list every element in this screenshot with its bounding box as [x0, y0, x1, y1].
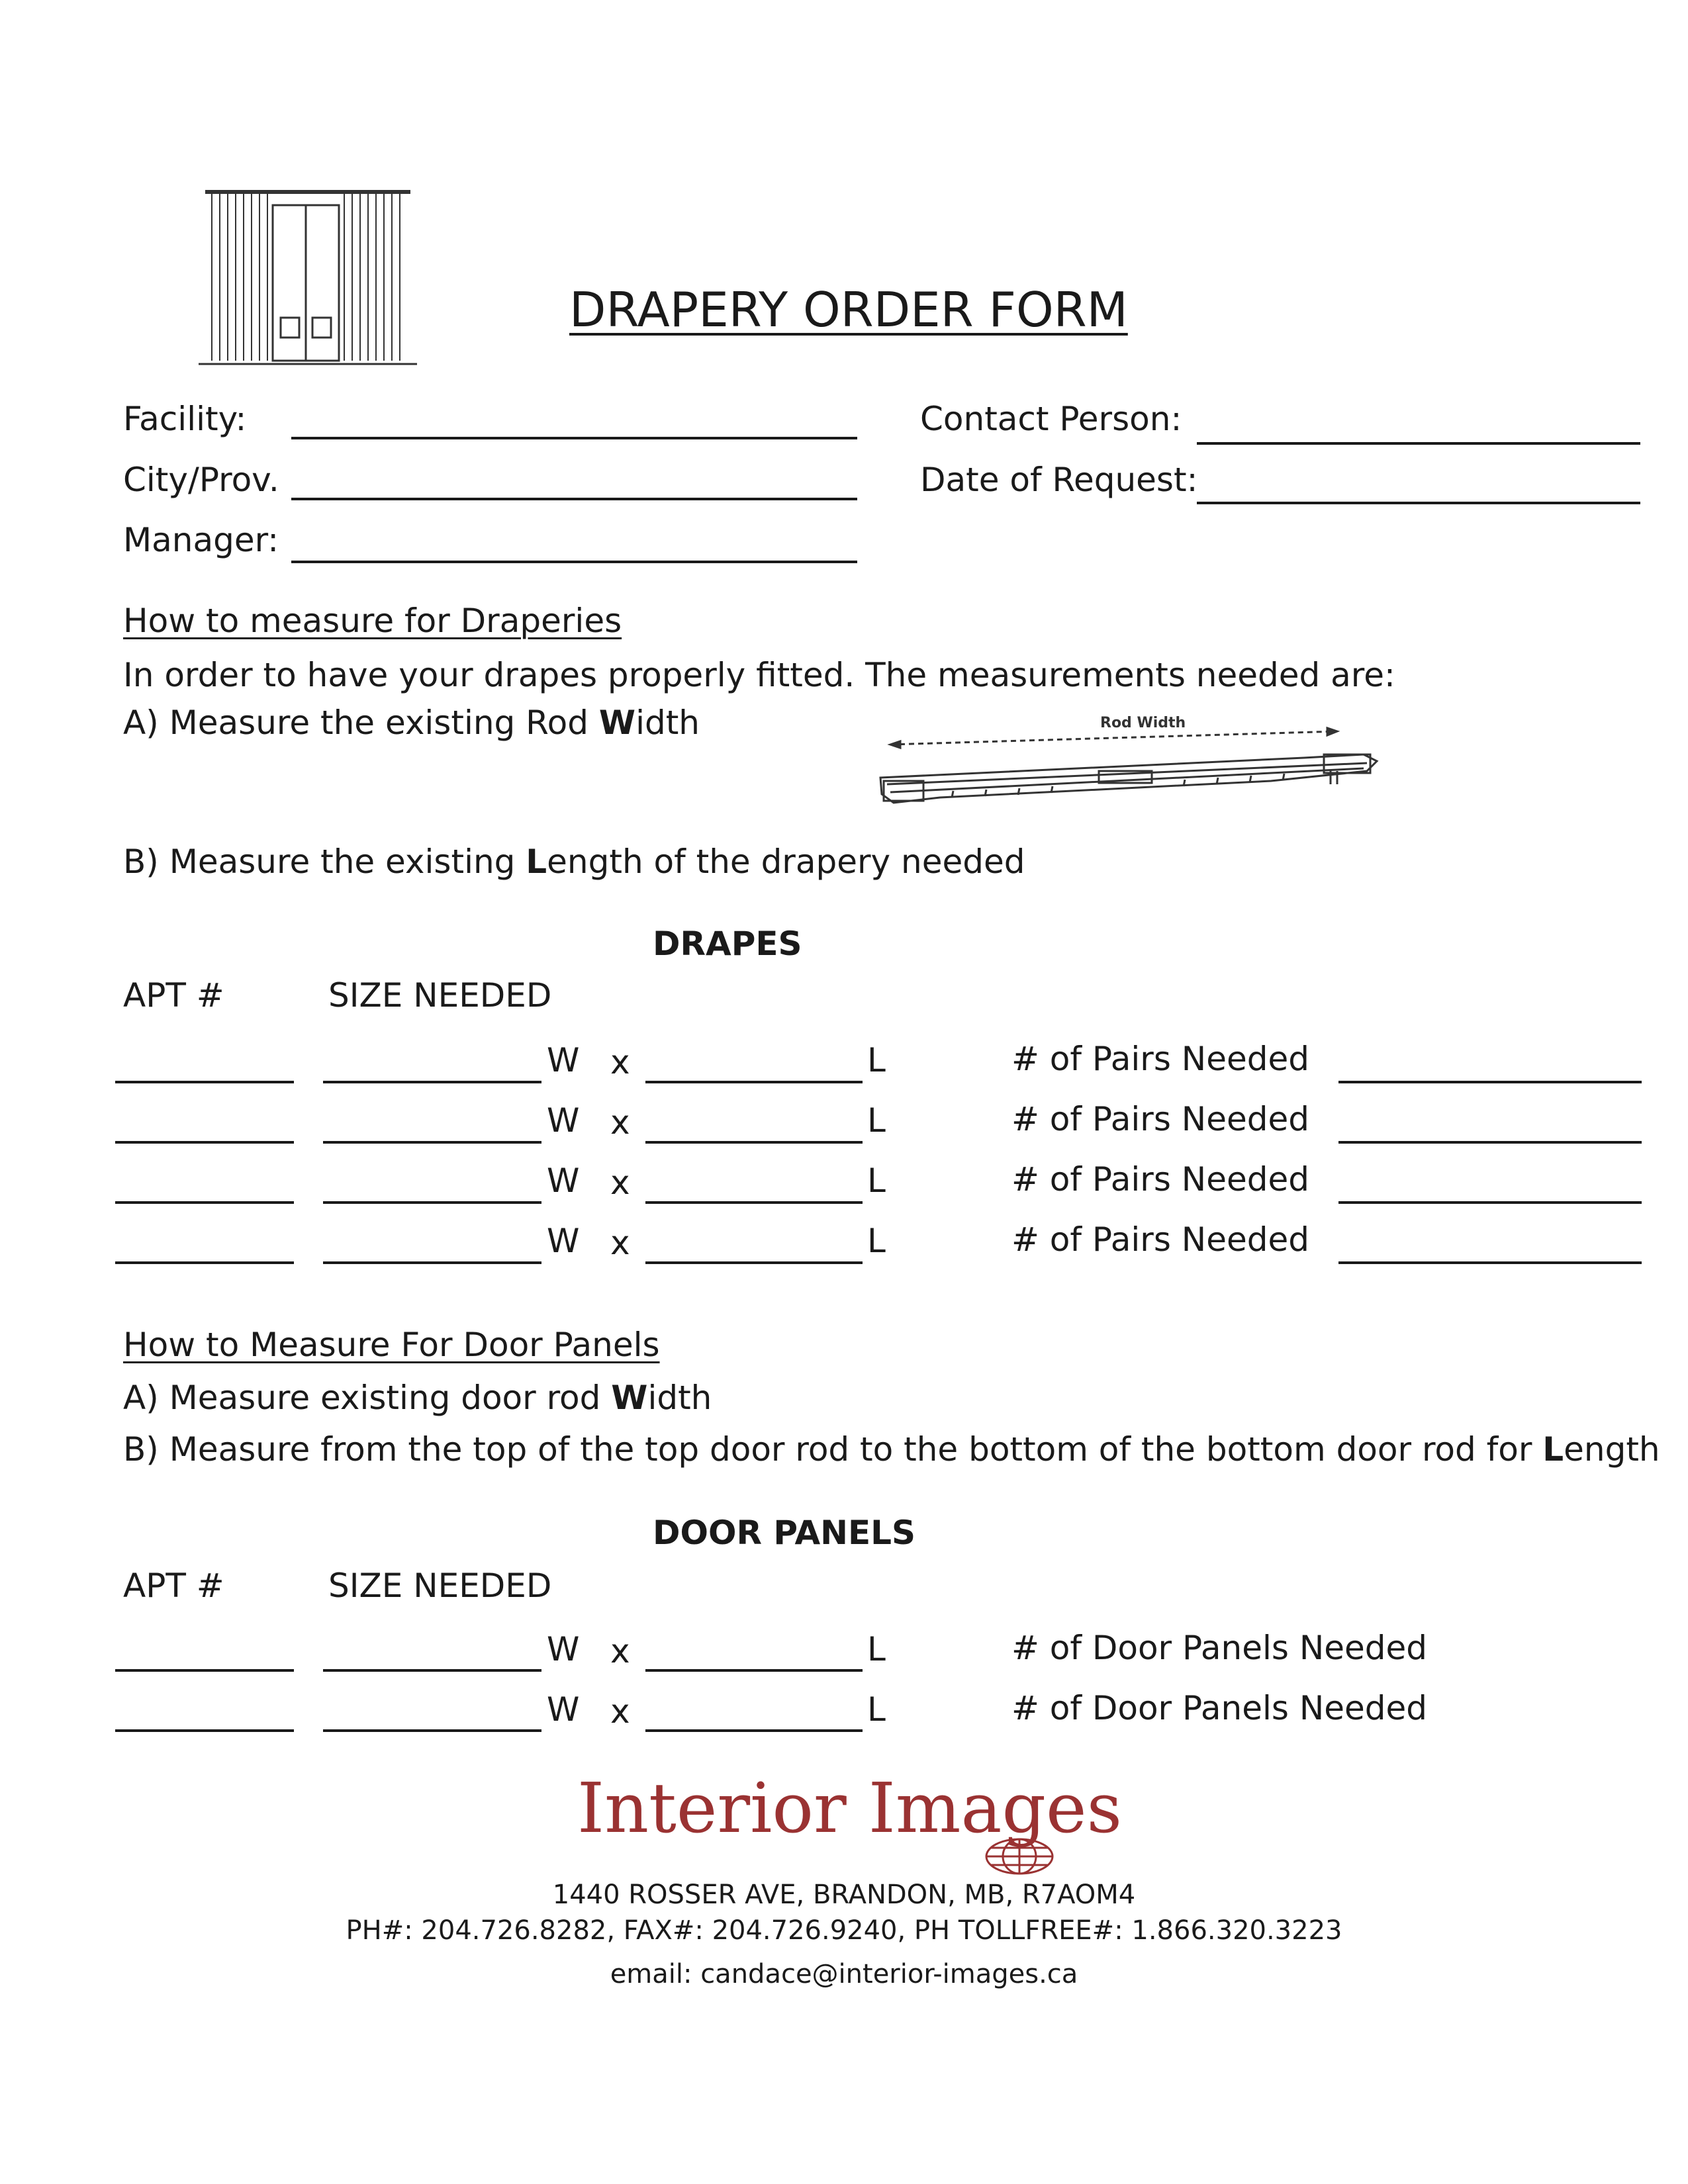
door-step-b: B) Measure from the top of the top door rod to the bottom of the bottom door rod for Length — [123, 1430, 1660, 1469]
door-measure-heading: How to Measure For Door Panels — [123, 1326, 660, 1364]
manager-label: Manager: — [123, 521, 279, 559]
page-title: DRAPERY ORDER FORM — [569, 282, 1128, 338]
drapes-apt-field[interactable] — [115, 1081, 294, 1083]
date-of-request-label: Date of Request: — [920, 461, 1198, 499]
drapery-illustration — [199, 185, 424, 377]
drapery-step-a: A) Measure the existing Rod Width — [123, 704, 700, 742]
door-width-field[interactable] — [323, 1669, 541, 1672]
pairs-needed-field[interactable] — [1338, 1261, 1642, 1264]
drapes-length-field[interactable] — [645, 1141, 863, 1144]
door-step-a: A) Measure existing door rod Width — [123, 1379, 712, 1417]
door-panels-section-title: DOOR PANELS — [653, 1514, 916, 1552]
contact-person-label: Contact Person: — [920, 400, 1182, 438]
door-length-field[interactable] — [645, 1669, 863, 1672]
length-unit-label: L — [867, 1101, 886, 1140]
length-unit-label: L — [867, 1161, 886, 1200]
drapery-measure-intro: In order to have your drapes properly fitted. The measurements needed are: — [123, 656, 1395, 694]
width-unit-label: W — [547, 1630, 580, 1668]
width-unit-label: W — [547, 1041, 580, 1079]
drapes-apt-field[interactable] — [115, 1201, 294, 1204]
city-prov-label: City/Prov. — [123, 461, 279, 499]
door-apt-field[interactable] — [115, 1669, 294, 1672]
drapes-length-field[interactable] — [645, 1081, 863, 1083]
pairs-needed-field[interactable] — [1338, 1141, 1642, 1144]
door-panels-apt-header: APT # — [123, 1567, 224, 1605]
contact-person-field[interactable] — [1197, 442, 1640, 445]
rod-width-illustration — [874, 718, 1383, 824]
drapes-apt-header: APT # — [123, 976, 224, 1015]
door-panels-needed-label: # of Door Panels Needed — [1011, 1689, 1428, 1727]
door-panels-size-header: SIZE NEEDED — [328, 1567, 552, 1605]
times-symbol: x — [610, 1224, 630, 1262]
drapes-size-header: SIZE NEEDED — [328, 976, 552, 1015]
door-width-field[interactable] — [323, 1729, 541, 1732]
drapes-section-title: DRAPES — [653, 925, 802, 963]
length-unit-label: L — [867, 1690, 886, 1729]
drapery-measure-heading: How to measure for Draperies — [123, 602, 622, 640]
company-address: 1440 ROSSER AVE, BRANDON, MB, R7AOM4 — [552, 1880, 1136, 1910]
pairs-needed-label: # of Pairs Needed — [1011, 1220, 1309, 1259]
pairs-needed-field[interactable] — [1338, 1081, 1642, 1083]
date-of-request-field[interactable] — [1197, 502, 1640, 504]
door-apt-field[interactable] — [115, 1729, 294, 1732]
drapes-length-field[interactable] — [645, 1261, 863, 1264]
width-unit-label: W — [547, 1161, 580, 1200]
door-length-field[interactable] — [645, 1729, 863, 1732]
times-symbol: x — [610, 1163, 630, 1202]
company-email: email: candace@interior-images.ca — [610, 1959, 1078, 1989]
drapes-length-field[interactable] — [645, 1201, 863, 1204]
drapes-width-field[interactable] — [323, 1261, 541, 1264]
times-symbol: x — [610, 1103, 630, 1142]
pairs-needed-label: # of Pairs Needed — [1011, 1040, 1309, 1078]
length-unit-label: L — [867, 1041, 886, 1079]
company-phones: PH#: 204.726.8282, FAX#: 204.726.9240, PH TOLLFREE#: 1.866.320.3223 — [346, 1915, 1342, 1946]
drapes-width-field[interactable] — [323, 1141, 541, 1144]
manager-field[interactable] — [291, 561, 857, 563]
width-unit-label: W — [547, 1222, 580, 1260]
drapes-apt-field[interactable] — [115, 1261, 294, 1264]
width-unit-label: W — [547, 1101, 580, 1140]
facility-label: Facility: — [123, 400, 247, 438]
pairs-needed-label: # of Pairs Needed — [1011, 1100, 1309, 1138]
length-unit-label: L — [867, 1630, 886, 1668]
city-prov-field[interactable] — [291, 498, 857, 500]
facility-field[interactable] — [291, 437, 857, 439]
times-symbol: x — [610, 1632, 630, 1670]
drapes-width-field[interactable] — [323, 1081, 541, 1083]
pairs-needed-field[interactable] — [1338, 1201, 1642, 1204]
times-symbol: x — [610, 1043, 630, 1081]
length-unit-label: L — [867, 1222, 886, 1260]
times-symbol: x — [610, 1692, 630, 1731]
drapes-apt-field[interactable] — [115, 1141, 294, 1144]
drapes-width-field[interactable] — [323, 1201, 541, 1204]
company-logo: Interior Images — [577, 1768, 1122, 1848]
width-unit-label: W — [547, 1690, 580, 1729]
pairs-needed-label: # of Pairs Needed — [1011, 1160, 1309, 1199]
door-panels-needed-label: # of Door Panels Needed — [1011, 1629, 1428, 1667]
globe-icon — [983, 1837, 1056, 1876]
rod-width-label: Rod Width — [1100, 715, 1186, 731]
drapery-step-b: B) Measure the existing Length of the drapery needed — [123, 842, 1025, 881]
